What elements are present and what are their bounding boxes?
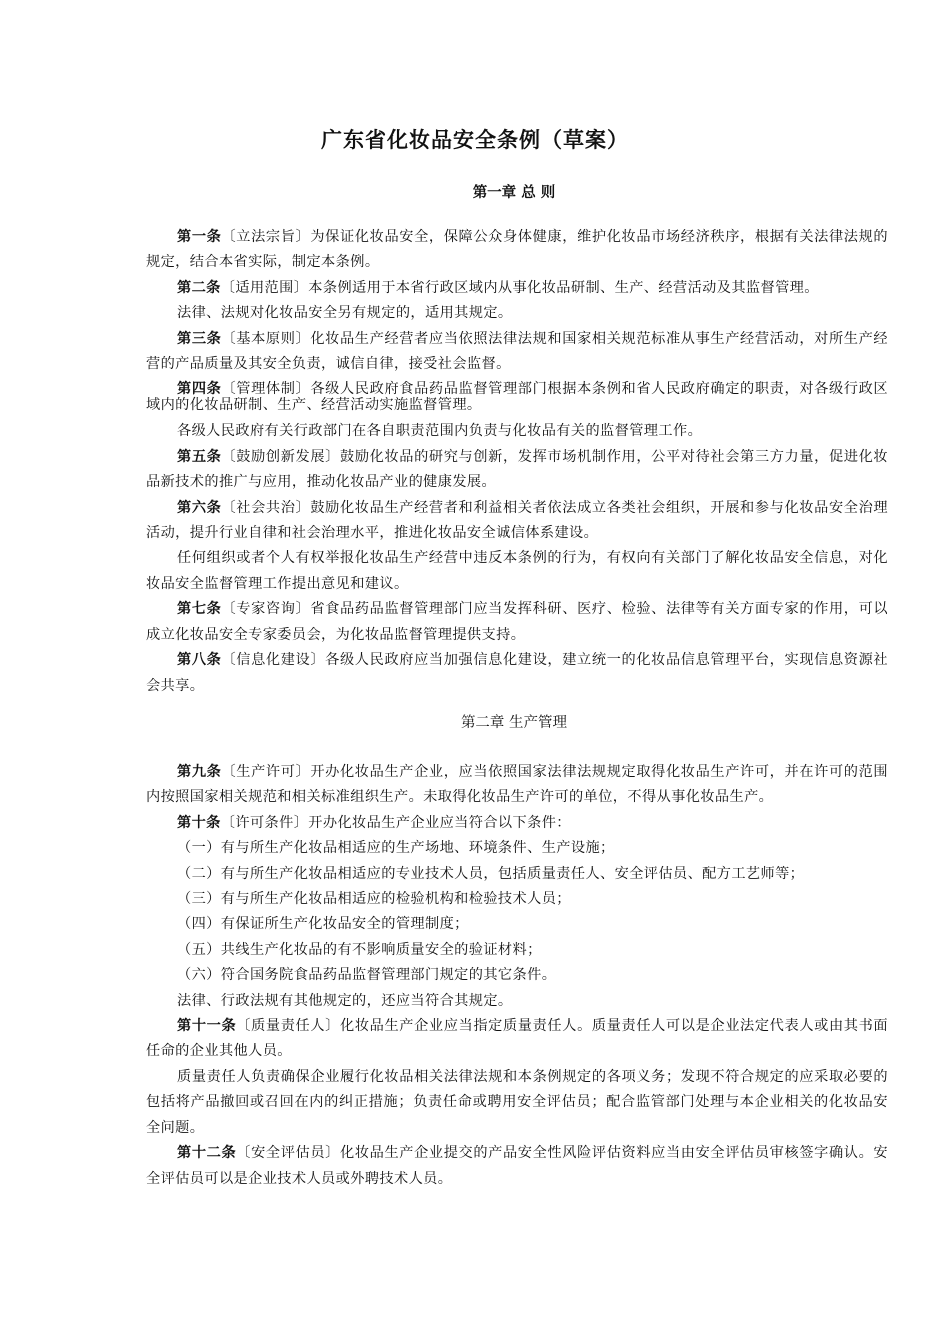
article-tag: 〔社会共治〕 (221, 499, 311, 516)
article-text: 开办化妆品生产企业，应当依照国家法律法规规定取得化妆品生产许可，并在许可的范围内按照国家相关规范和相关标准组织生产。未取得化妆品生产许可的单位，不得从事化妆品生产。 (146, 764, 888, 806)
article-tag: 〔安全评估员〕 (236, 1145, 340, 1162)
article-tag: 〔基本原则〕 (221, 330, 311, 347)
condition-item-3: （三）有与所生产化妆品相适应的检验机构和检验技术人员； (177, 891, 571, 908)
article-8 (146, 648, 888, 699)
article-4 (146, 377, 888, 419)
article-tag: 〔适用范围〕 (220, 279, 309, 296)
article-number: 第十一条 (177, 1018, 237, 1035)
article-tag: 〔质量责任人〕 (236, 1018, 340, 1035)
article-number: 第六条 (177, 499, 222, 516)
article-3 (146, 327, 888, 378)
article-number: 第七条 (177, 601, 222, 618)
article-number: 第三条 (177, 330, 222, 347)
article-number: 第五条 (177, 448, 222, 465)
article-tag: 〔立法宗旨〕 (221, 229, 311, 245)
article-tag: 〔信息化建设〕 (221, 652, 326, 669)
article-5 (146, 445, 888, 496)
article-7 (146, 597, 888, 648)
chapter-2-heading: 第二章 生产管理 (460, 715, 568, 731)
article-9 (146, 760, 888, 811)
chapter-2-body (146, 760, 888, 1192)
article-text: 各级人民政府食品药品监督管理部门根据本条例和省人民政府确定的职责，对各级行政区域内的化妆品研制、生产、经营活动实施监督管理。 (146, 381, 888, 414)
article-11-extra: 质量责任人负责确保企业履行化妆品相关法律法规和本条例规定的各项义务；发现不符合规定的应采取必要的包括将产品撤回或召回在内的纠正措施；负责任命或聘用安全评估员；配合监管部门处理与本企业相关的化妆品安全问题。 (146, 1068, 888, 1136)
article-text: 化妆品生产经营者应当依照法律法规和国家相关规范标准从事生产经营活动，对所生产经营的产品质量及其安全负责，诚信自律，接受社会监督。 (146, 330, 888, 373)
article-tag: 〔专家咨询〕 (221, 601, 311, 618)
article-text: 为保证化妆品安全，保障公众身体健康，维护化妆品市场经济秩序，根据有关法律法规的规定，结合本省实际，制定本条例。 (146, 229, 888, 271)
condition-item-5: （五）共线生产化妆品的有不影响质量安全的验证材料； (177, 941, 542, 958)
article-tag: 〔鼓励创新发展〕 (221, 448, 340, 465)
article-number: 第十二条 (177, 1145, 237, 1162)
article-6 (146, 496, 888, 547)
article-4-extra: 各级人民政府有关行政部门在各自职责范围内负责与化妆品有关的监督管理工作。 (177, 423, 703, 440)
document-title: 广东省化妆品安全条例（草案） (321, 127, 629, 152)
article-number: 第八条 (177, 652, 222, 669)
condition-item-4: （四）有保证所生产化妆品安全的管理制度； (177, 916, 469, 933)
article-number: 第一条 (177, 229, 222, 245)
article-tag: 〔生产许可〕 (221, 764, 311, 780)
article-number: 第二条 (177, 279, 221, 296)
article-2-extra: 法律、法规对化妆品安全另有规定的，适用其规定。 (177, 305, 513, 322)
article-text: 鼓励化妆品的研究与创新，发挥市场机制作用，公平对待社会第三方力量，促进化妆品新技术的推广与应用，推动化妆品产业的健康发展。 (146, 448, 888, 491)
article-number: 第十条 (177, 814, 221, 831)
article-2 (146, 276, 888, 301)
article-number: 第四条 (177, 381, 222, 398)
article-12 (146, 1141, 888, 1192)
article-text: 本条例适用于本省行政区域内从事化妆品研制、生产、经营活动及其监督管理。 (308, 279, 819, 296)
article-tag: 〔管理体制〕 (221, 381, 311, 398)
article-tag: 〔许可条件〕 (220, 814, 309, 831)
condition-item-2: （二）有与所生产化妆品相适应的专业技术人员，包括质量责任人、安全评估员、配方工艺师等； (177, 865, 805, 882)
article-10 (146, 811, 888, 836)
article-text: 化妆品生产企业提交的产品安全性风险评估资料应当由安全评估员审核签字确认。安全评估员可以是企业技术人员或外聘技术人员。 (146, 1145, 888, 1187)
chapter-1-heading: 第一章 总 则 (472, 185, 556, 201)
article-text: 化妆品生产企业应当指定质量责任人。质量责任人可以是企业法定代表人或由其书面任命的企业其他人员。 (146, 1018, 888, 1060)
article-1 (146, 225, 888, 276)
chapter-1-body (146, 225, 888, 699)
article-text: 省食品药品监督管理部门应当发挥科研、医疗、检验、法律等有关方面专家的作用，可以成立化妆品安全专家委员会，为化妆品监督管理提供支持。 (146, 601, 888, 643)
article-11 (146, 1014, 888, 1065)
article-text: 开办化妆品生产企业应当符合以下条件： (308, 814, 571, 831)
article-number: 第九条 (177, 764, 222, 780)
article-6-extra: 任何组织或者个人有权举报化妆品生产经营中违反本条例的行为，有权向有关部门了解化妆品安全信息，对化妆品安全监督管理工作提出意见和建议。 (146, 550, 888, 592)
article-text: 鼓励化妆品生产经营者和利益相关者依法成立各类社会组织，开展和参与化妆品安全治理活动，提升行业自律和社会治理水平，推进化妆品安全诚信体系建设。 (146, 499, 888, 542)
article-text: 各级人民政府应当加强信息化建设，建立统一的化妆品信息管理平台，实现信息资源社会共享。 (146, 652, 888, 694)
article-10-extra: 法律、行政法规有其他规定的，还应当符合其规定。 (177, 992, 513, 1009)
condition-item-6: （六）符合国务院食品药品监督管理部门规定的其它条件。 (177, 967, 557, 984)
condition-item-1: （一）有与所生产化妆品相适应的生产场地、环境条件、生产设施； (177, 840, 615, 857)
